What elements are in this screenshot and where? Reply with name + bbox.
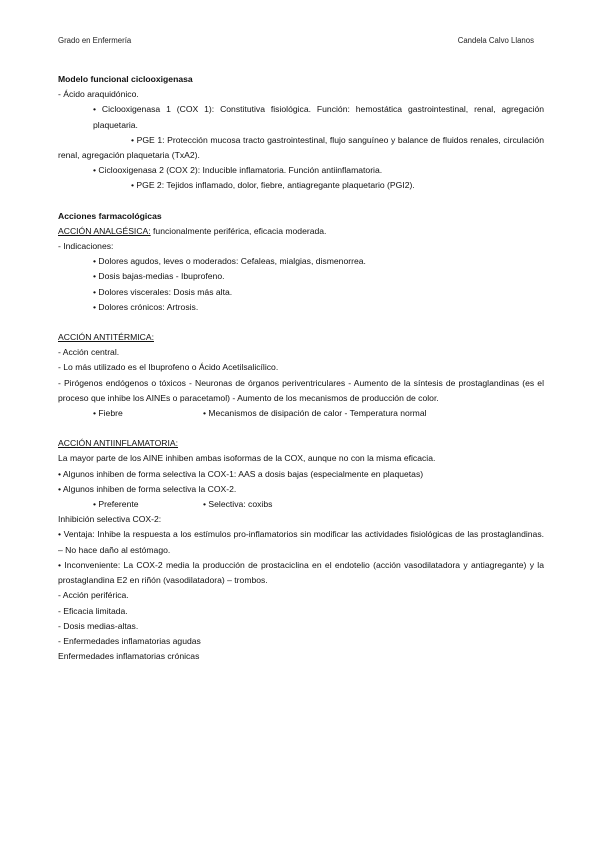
text-line: Inhibición selectiva COX-2: <box>58 514 162 525</box>
section-title-cox: Modelo funcional ciclooxigenasa <box>58 74 193 84</box>
section-title-acciones: Acciones farmacológicas <box>58 210 162 221</box>
bullet-pge2: • PGE 2: Tejidos inflamado, dolor, fiebre, antiagregante plaquetario (PGI2). <box>131 180 415 191</box>
text-paragraph: - Pirógenos endógenos o tóxicos - Neuronas de órganos periventriculares - Aumento de la síntesis de prostaglandinas (es el proceso que inhibe los AINEs o paracetamol) - Aumento de los mecanismos de producción de color. <box>58 377 544 403</box>
header-left: Grado en Enfermería <box>58 36 132 45</box>
list-item: • Dolores viscerales: Dosis más alta. <box>93 286 233 297</box>
column-item: • Fiebre <box>93 408 123 419</box>
list-item: • Dolores agudos, leves o moderados: Cefaleas, mialgias, dismenorrea. <box>93 256 366 267</box>
text-paragraph: • Inconveniente: La COX-2 media la producción de prostaciclina en el endotelio (acción vasodilatadora y antiagregante) y la prostaglandina E2 en riñón (vasodilatadora) – trombos. <box>58 559 544 586</box>
heading-antiinflamatoria: ACCIÓN ANTIINFLAMATORIA: <box>58 438 179 449</box>
text-line: Enfermedades inflamatorias crónicas <box>58 651 200 662</box>
column-item: • Selectiva: coxibs <box>203 499 273 510</box>
indicaciones-label: - Indicaciones: <box>58 241 114 252</box>
header-right: Candela Calvo Llanos <box>457 36 534 45</box>
heading-analgesica: ACCIÓN ANALGÉSICA: <box>58 225 151 236</box>
bullet-cox1: • Ciclooxigenasa 1 (COX 1): Constitutiva fisiológica. Función: hemostática gastrointestinal, renal, agregación plaquetaria. <box>93 104 544 130</box>
text-line: - Enfermedades inflamatorias agudas <box>58 635 201 646</box>
analgesica-line <box>58 224 544 239</box>
text-line: - Lo más utilizado es el Ibuprofeno o Ácido Acetilsalicílico. <box>58 362 279 373</box>
text-line: • Algunos inhiben de forma selectiva la COX-2. <box>58 483 237 494</box>
heading-antitermica: ACCIÓN ANTITÉRMICA: <box>58 332 154 343</box>
column-item: • Mecanismos de disipación de calor - Temperatura normal <box>203 408 427 419</box>
text-line: - Acción periférica. <box>58 590 129 601</box>
text-line: - Acción central. <box>58 347 120 358</box>
text-line: - Ácido araquidónico. <box>58 89 139 100</box>
bullet-cox2: • Ciclooxigenasa 2 (COX 2): Inducible inflamatoria. Función antiinflamatoria. <box>93 165 383 176</box>
list-item: • Dolores crónicos: Artrosis. <box>93 301 199 312</box>
text-line: - Eficacia limitada. <box>58 605 128 616</box>
analgesica-text: funcionalmente periférica, eficacia moderada. <box>150 225 327 236</box>
document-body <box>58 72 544 664</box>
column-item: • Preferente <box>93 499 139 510</box>
text-line: - Dosis medias-altas. <box>58 620 139 631</box>
text-line: La mayor parte de los AINE inhiben ambas isoformas de la COX, aunque no con la misma eficacia. <box>58 453 436 464</box>
text-paragraph: • Ventaja: Inhibe la respuesta a los estímulos pro-inflamatorios sin modificar las actividades fisiológicas de las prostaglandinas. – No hace daño al estómago. <box>58 529 544 555</box>
two-column-row <box>58 497 544 512</box>
text-line: • Algunos inhiben de forma selectiva la COX-1: AAS a dosis bajas (especialmente en plaquetas) <box>58 468 424 479</box>
bullet-pge1: • PGE 1: Protección mucosa tracto gastrointestinal, flujo sanguíneo y balance de fluidos renales, circulación renal, agregación plaquetaria (TxA2). <box>58 134 544 161</box>
list-item: • Dosis bajas-medias - Ibuprofeno. <box>93 271 225 282</box>
two-column-row <box>58 406 544 421</box>
